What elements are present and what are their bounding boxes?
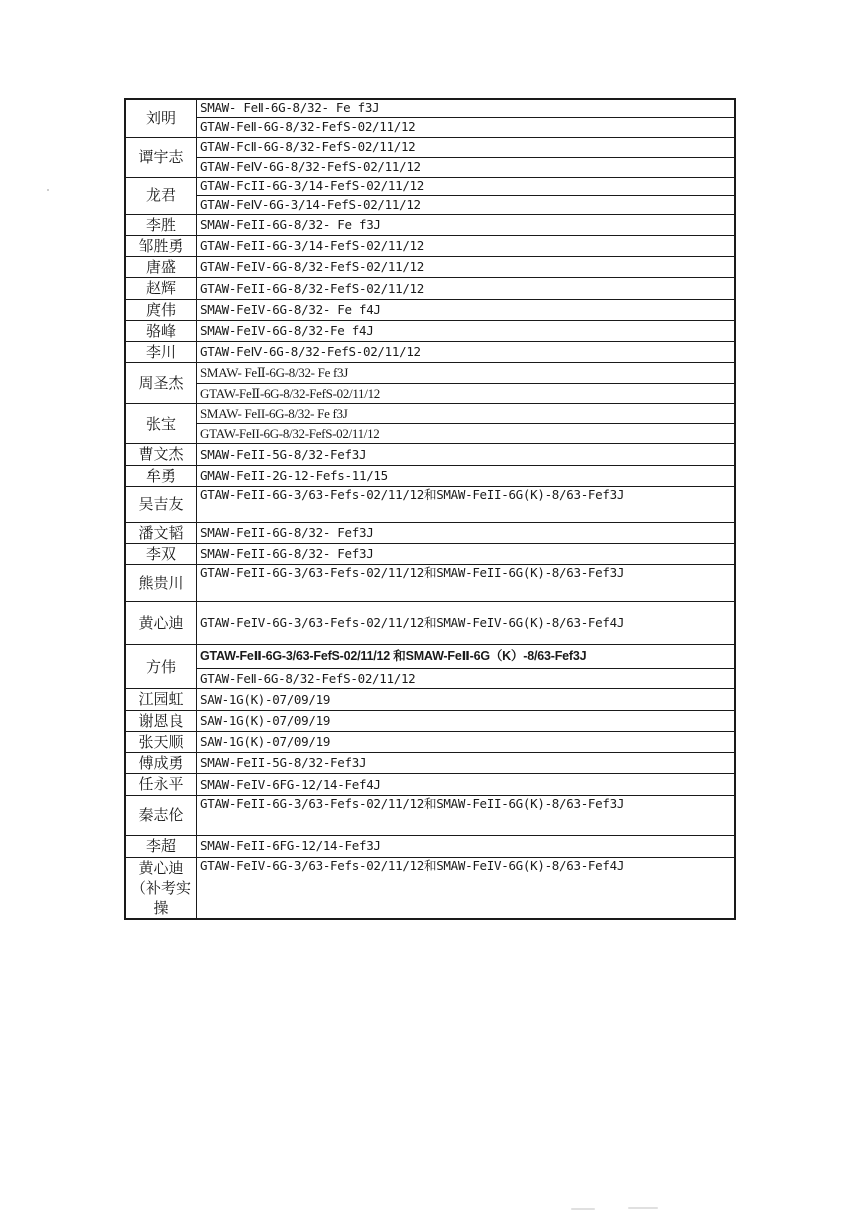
certification-code: GTAW-FeⅣ-6G-8/32-FefS-02/11/12: [197, 157, 736, 177]
scan-speck: [571, 1208, 595, 1210]
certification-code: SMAW-FeII-5G-8/32-Fef3J: [197, 444, 736, 465]
welder-name: 庹伟: [125, 299, 197, 320]
welder-name: 张天顺: [125, 731, 197, 752]
welder-name: 熊贵川: [125, 565, 197, 602]
certification-code: GTAW-FeIV-6G-3/63-Fefs-02/11/12和SMAW-FeIV-6G(K)-8/63-Fef4J: [197, 602, 736, 645]
certification-code: GMAW-FeII-2G-12-Fefs-11/15: [197, 465, 736, 486]
certification-code: GTAW-FcII-6G-3/14-FefS-02/11/12: [197, 177, 736, 195]
certification-code: GTAW-FeⅡ-6G-3/63-FefS-02/11/12 和SMAW-FeⅡ-6G（K）-8/63-Fef3J: [197, 645, 736, 669]
table-row: [125, 522, 735, 543]
table-row: [125, 731, 735, 752]
certification-code: SMAW-FeIV-6G-8/32- Fe f4J: [197, 299, 736, 320]
certification-code: GTAW-FeⅣ-6G-3/14-FefS-02/11/12: [197, 195, 736, 214]
welder-name: 江园虹: [125, 689, 197, 710]
table-row: [125, 835, 735, 857]
certification-code: GTAW-FcⅡ-6G-8/32-FefS-02/11/12: [197, 137, 736, 157]
table-row: [125, 795, 735, 835]
certification-code: SMAW-FeIV-6G-8/32-Fe f4J: [197, 320, 736, 341]
certification-code: SMAW- FeII-6G-8/32- Fe f3J: [197, 404, 736, 424]
welder-name: 李川: [125, 342, 197, 363]
certification-code: SMAW-FeII-6FG-12/14-Fef3J: [197, 835, 736, 857]
table-row: [125, 177, 735, 195]
welder-name: 赵辉: [125, 278, 197, 299]
certification-code: GTAW-FeII-6G-3/14-FefS-02/11/12: [197, 235, 736, 256]
table-row: [125, 99, 735, 117]
table-row: [125, 384, 735, 404]
table-row: [125, 117, 735, 137]
table-row: [125, 710, 735, 731]
certification-code: SMAW-FeIV-6FG-12/14-Fef4J: [197, 774, 736, 795]
certification-code: GTAW-FeII-6G-3/63-Fefs-02/11/12和SMAW-FeII-6G(K)-8/63-Fef3J: [197, 486, 736, 522]
certification-code: GTAW-FeIV-6G-3/63-Fefs-02/11/12和SMAW-FeIV-6G(K)-8/63-Fef4J: [197, 857, 736, 919]
certification-code: SAW-1G(K)-07/09/19: [197, 689, 736, 710]
table-row: [125, 444, 735, 465]
welder-name: 张宝: [125, 404, 197, 444]
certification-code: GTAW-FeII-6G-3/63-Fefs-02/11/12和SMAW-FeII-6G(K)-8/63-Fef3J: [197, 565, 736, 602]
welder-name: 傅成勇: [125, 753, 197, 774]
welder-name: 潘文韬: [125, 522, 197, 543]
welder-name: 黄心迪: [125, 602, 197, 645]
table-row: [125, 424, 735, 444]
table-row: [125, 486, 735, 522]
table-body: [125, 99, 735, 919]
certification-code: GTAW-FeII-6G-3/63-Fefs-02/11/12和SMAW-FeII-6G(K)-8/63-Fef3J: [197, 795, 736, 835]
table-row: [125, 157, 735, 177]
welder-name: 吴吉友: [125, 486, 197, 522]
scan-speck: [628, 1207, 658, 1209]
certification-code: GTAW-FeⅡ-6G-8/32-FefS-02/11/12: [197, 384, 736, 404]
table-row: [125, 465, 735, 486]
welder-name: 秦志伦: [125, 795, 197, 835]
table-row: [125, 689, 735, 710]
table-row: [125, 404, 735, 424]
welder-name: 牟勇: [125, 465, 197, 486]
table-row: [125, 195, 735, 214]
table-row: [125, 299, 735, 320]
table-row: [125, 753, 735, 774]
table-row: [125, 602, 735, 645]
welder-name: 任永平: [125, 774, 197, 795]
table-row: [125, 857, 735, 919]
table-row: [125, 363, 735, 384]
table-row: [125, 645, 735, 669]
certification-code: SAW-1G(K)-07/09/19: [197, 731, 736, 752]
welder-name: 骆峰: [125, 320, 197, 341]
welder-name: 黄心迪（补考实操: [125, 857, 197, 919]
welder-name: 唐盛: [125, 257, 197, 278]
welder-name: 李双: [125, 544, 197, 565]
table-row: [125, 544, 735, 565]
table-row: [125, 342, 735, 363]
welder-name: 方伟: [125, 645, 197, 689]
welder-certification-table: [124, 98, 736, 920]
welder-name: 邹胜勇: [125, 235, 197, 256]
certification-code: GTAW-FeII-6G-8/32-FefS-02/11/12: [197, 424, 736, 444]
certification-code: SMAW-FeII-6G-8/32- Fef3J: [197, 522, 736, 543]
table-row: [125, 235, 735, 256]
certification-code: SMAW-FeII-5G-8/32-Fef3J: [197, 753, 736, 774]
certification-code: SMAW- FeⅡ-6G-8/32- Fe f3J: [197, 363, 736, 384]
welder-name: 谭宇志: [125, 137, 197, 177]
table-row: [125, 137, 735, 157]
welder-name: 李超: [125, 835, 197, 857]
table-row: [125, 214, 735, 235]
welder-name: 谢恩良: [125, 710, 197, 731]
certification-code: SAW-1G(K)-07/09/19: [197, 710, 736, 731]
welder-name: 刘明: [125, 99, 197, 137]
certification-code: GTAW-FeⅣ-6G-8/32-FefS-02/11/12: [197, 342, 736, 363]
table-row: [125, 278, 735, 299]
certification-code: SMAW- FeⅡ-6G-8/32- Fe f3J: [197, 99, 736, 117]
certification-code: GTAW-FeⅡ-6G-8/32-FefS-02/11/12: [197, 669, 736, 689]
certification-code: GTAW-FeII-6G-8/32-FefS-02/11/12: [197, 278, 736, 299]
welder-name: 周圣杰: [125, 363, 197, 404]
table-row: [125, 565, 735, 602]
welder-name: 曹文杰: [125, 444, 197, 465]
table-row: [125, 669, 735, 689]
certification-code: SMAW-FeII-6G-8/32- Fef3J: [197, 544, 736, 565]
table-row: [125, 774, 735, 795]
scan-speck: [47, 189, 49, 191]
table-row: [125, 320, 735, 341]
certification-code: GTAW-FeⅡ-6G-8/32-FefS-02/11/12: [197, 117, 736, 137]
welder-name: 李胜: [125, 214, 197, 235]
certification-code: SMAW-FeII-6G-8/32- Fe f3J: [197, 214, 736, 235]
table-row: [125, 257, 735, 278]
certification-code: GTAW-FeIV-6G-8/32-FefS-02/11/12: [197, 257, 736, 278]
welder-name: 龙君: [125, 177, 197, 214]
